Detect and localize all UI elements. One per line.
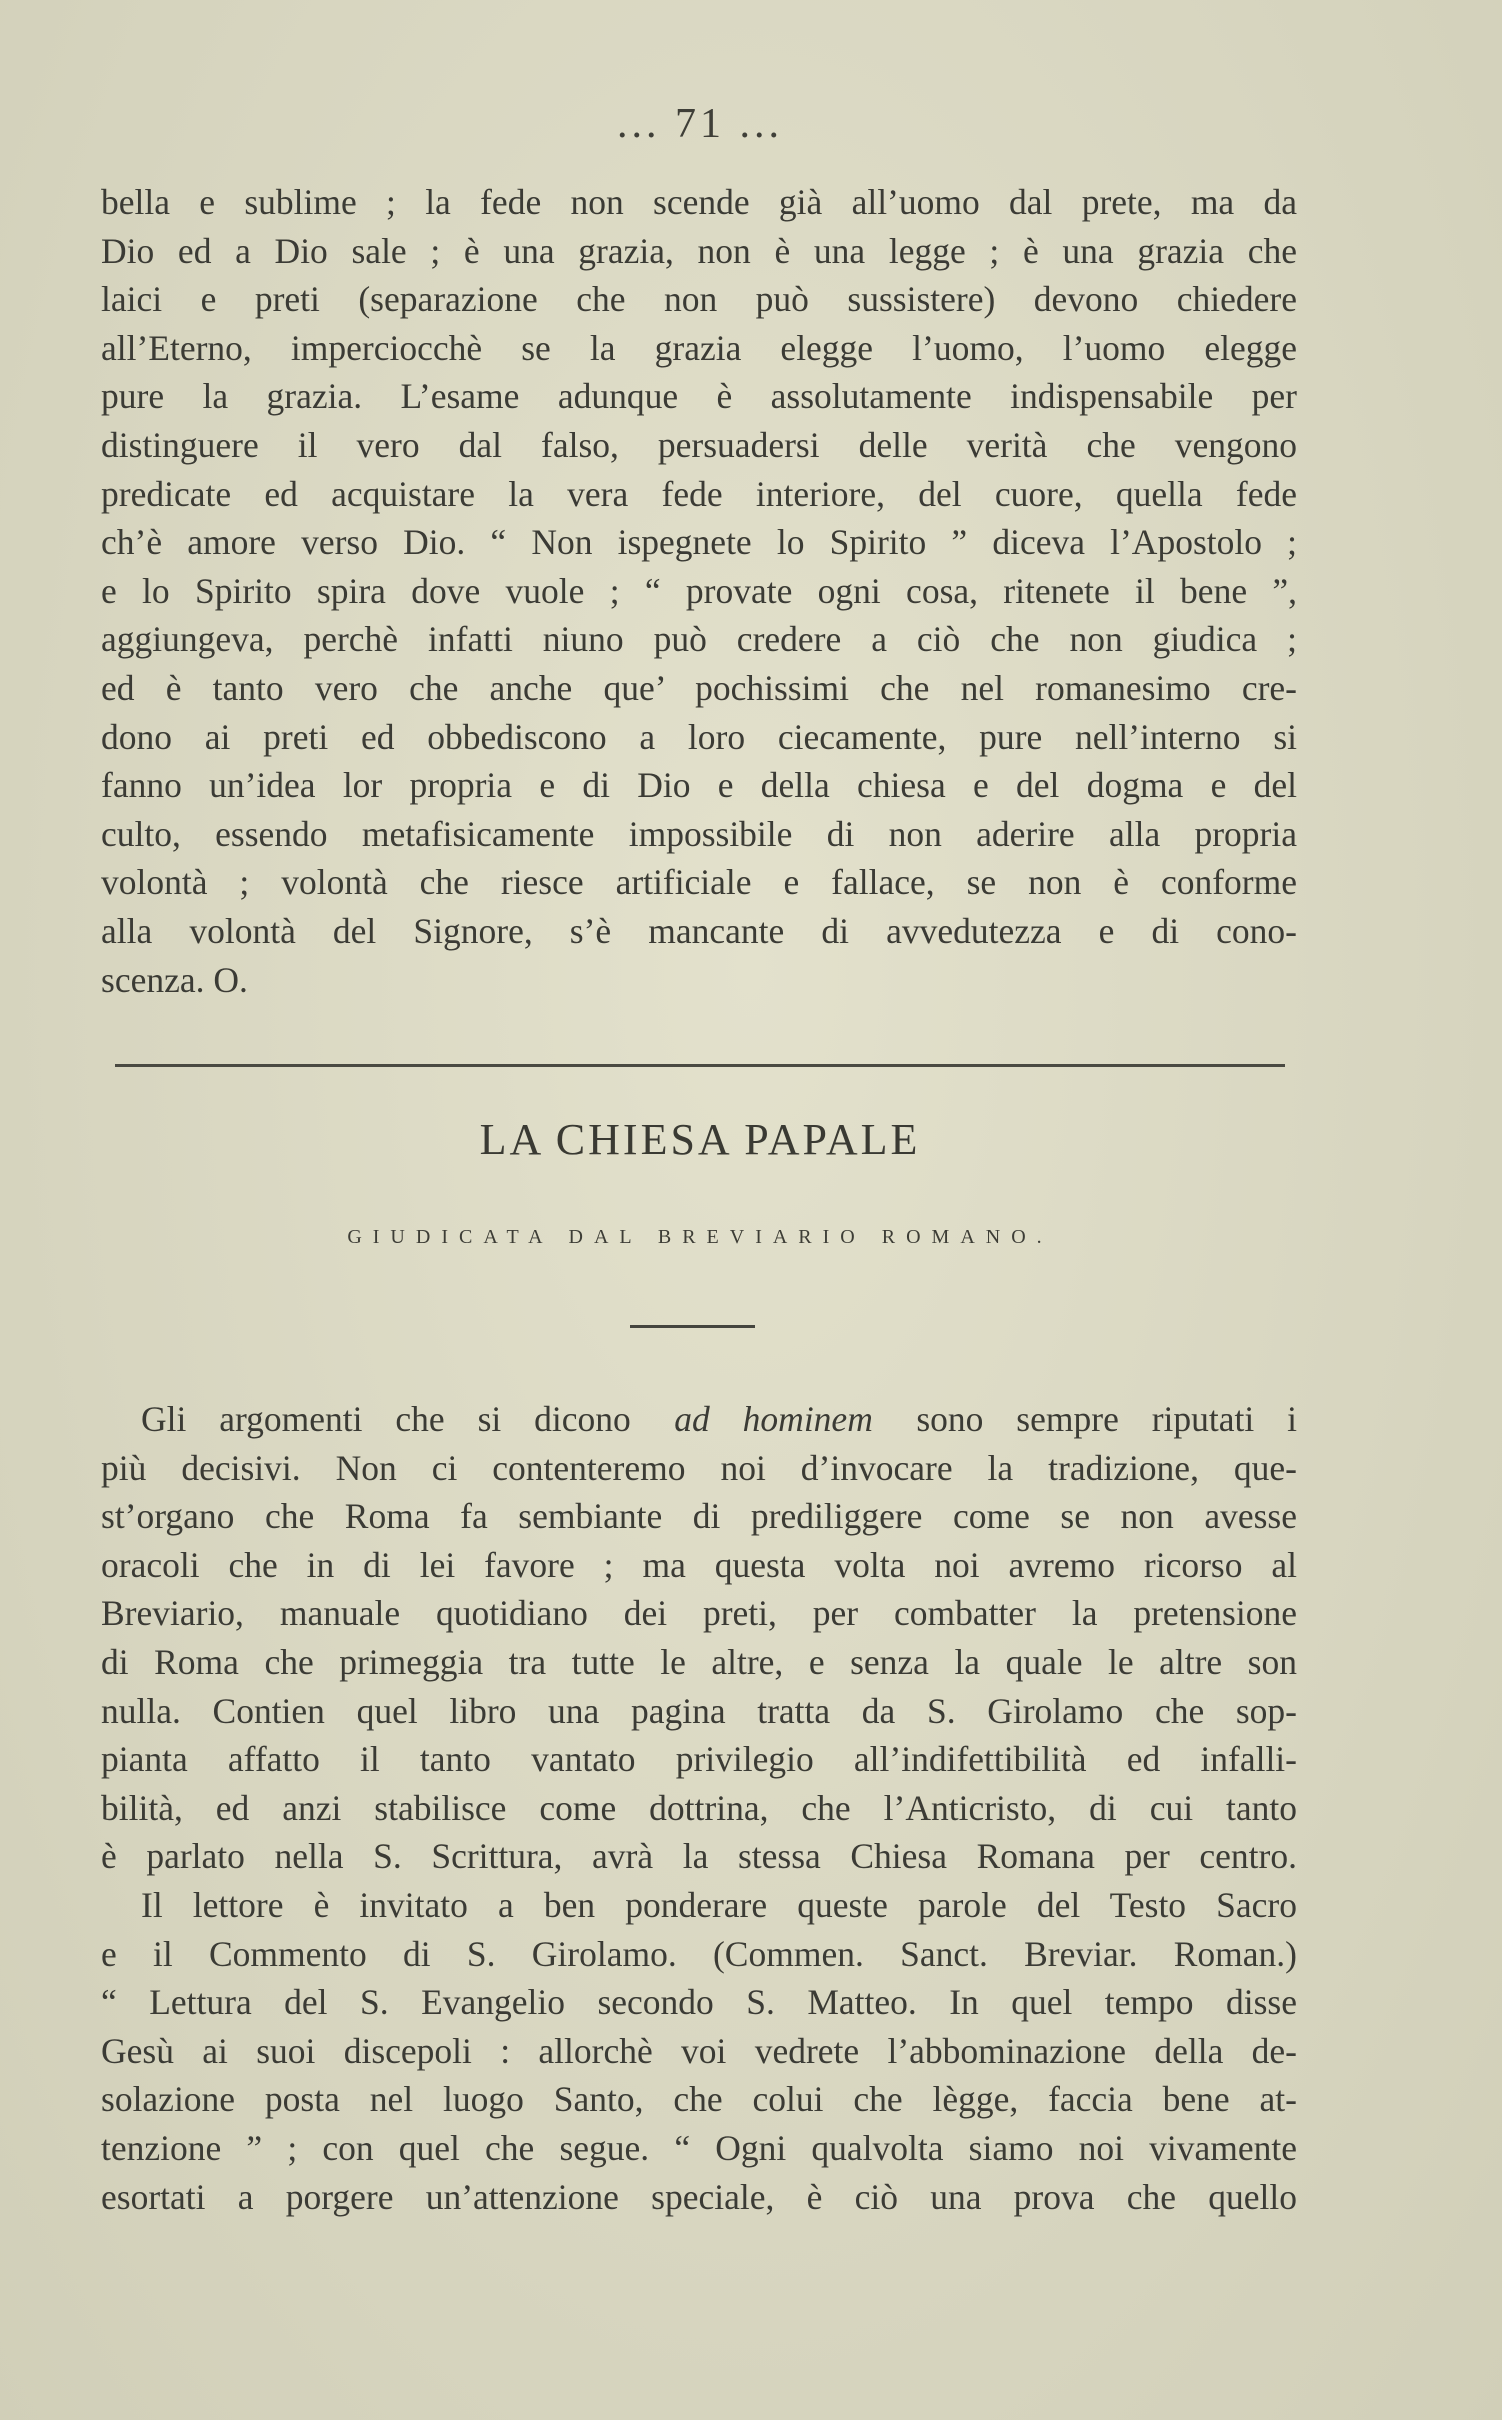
closing-word: scenza. — [101, 959, 205, 1000]
text-fragment: Gli argomenti che si dicono — [141, 1399, 631, 1439]
text-line: dono ai preti ed obbediscono a loro ciecamente, pure nell’interno si — [101, 716, 1297, 757]
text-line: laici e preti (separazione che non può sussistere) devono chiedere — [101, 279, 1297, 320]
author-signature: O. — [213, 959, 248, 1000]
text-line-first — [101, 1395, 1297, 1444]
text-line: nulla. Contien quel libro una pagina tratta da S. Girolamo che sop- — [101, 1690, 1297, 1731]
section-subtitle: GIUDICATA DAL BREVIARIO ROMANO. — [347, 1226, 1053, 1248]
text-line: aggiungeva, perchè infatti niuno può credere a ciò che non giudica ; — [101, 619, 1297, 660]
text-line: esortati a porgere un’attenzione speciale, è ciò una prova che quello — [101, 2176, 1297, 2217]
italic-phrase: ad hominem — [674, 1399, 873, 1439]
page-number: ... 71 ... — [617, 101, 783, 147]
text-line: oracoli che in di lei favore ; ma questa volta noi avremo ricorso al — [101, 1544, 1297, 1585]
text-line: Il lettore è invitato a ben ponderare queste parole del Testo Sacro — [141, 1884, 1297, 1925]
section-divider — [115, 1064, 1285, 1067]
text-line: Gesù ai suoi discepoli : allorchè voi vedrete l’abbominazione della de- — [101, 2030, 1297, 2071]
article-body — [101, 1395, 1297, 2221]
text-line: pianta affatto il tanto vantato privilegio all’indifettibilità ed infalli- — [101, 1739, 1297, 1780]
text-line: st’organo che Roma fa sembiante di prediliggere come se non avesse — [101, 1496, 1297, 1537]
text-line: più decisivi. Non ci contenteremo noi d’invocare la tradizione, que- — [101, 1447, 1297, 1488]
text-line: alla volontà del Signore, s’è mancante di avvedutezza e di cono- — [101, 910, 1297, 951]
text-line: ed è tanto vero che anche que’ pochissimi che nel romanesimo cre- — [101, 667, 1297, 708]
text-line: volontà ; volontà che riesce artificiale e fallace, se non è conforme — [101, 862, 1297, 903]
text-line: tenzione ” ; con quel che segue. “ Ogni qualvolta siamo noi vivamente — [101, 2127, 1297, 2168]
section-title: LA CHIESA PAPALE — [479, 1115, 921, 1164]
text-line: è parlato nella S. Scrittura, avrà la stessa Chiesa Romana per centro. — [101, 1836, 1297, 1877]
text-line: di Roma che primeggia tra tutte le altre, e senza la quale le altre son — [101, 1641, 1297, 1682]
text-line: Breviario, manuale quotidiano dei preti, per combatter la pretensione — [101, 1593, 1297, 1634]
text-line: bilità, ed anzi stabilisce come dottrina, che l’Anticristo, di cui tanto — [101, 1787, 1297, 1828]
text-line: “ Lettura del S. Evangelio secondo S. Matteo. In quel tempo disse — [101, 1982, 1297, 2023]
text-line: distinguere il vero dal falso, persuadersi delle verità che vengono — [101, 424, 1297, 465]
text-line: e il Commento di S. Girolamo. (Commen. Sanct. Breviar. Roman.) — [101, 1933, 1297, 1974]
paragraph-continuation — [101, 178, 1297, 1004]
text-line: predicate ed acquistare la vera fede interiore, del cuore, quella fede — [101, 473, 1297, 514]
text-line: all’Eterno, imperciocchè se la grazia elegge l’uomo, l’uomo elegge — [101, 327, 1297, 368]
text-line: pure la grazia. L’esame adunque è assolutamente indispensabile per — [101, 376, 1297, 417]
text-line: Dio ed a Dio sale ; è una grazia, non è una legge ; è una grazia che — [101, 230, 1297, 271]
text-line: solazione posta nel luogo Santo, che colui che lègge, faccia bene at- — [101, 2079, 1297, 2120]
text-line: culto, essendo metafisicamente impossibile di non aderire alla propria — [101, 813, 1297, 854]
title-underline — [630, 1325, 755, 1328]
text-line: ch’è amore verso Dio. “ Non ispegnete lo Spirito ” diceva l’Apostolo ; — [101, 522, 1297, 563]
text-line: e lo Spirito spira dove vuole ; “ provate ogni cosa, ritenete il bene ”, — [101, 570, 1297, 611]
closing-line — [101, 956, 1297, 1005]
text-fragment: sono sempre riputati i — [916, 1399, 1297, 1439]
text-line: fanno un’idea lor propria e di Dio e della chiesa e del dogma e del — [101, 765, 1297, 806]
text-line: bella e sublime ; la fede non scende già all’uomo dal prete, ma da — [101, 182, 1297, 222]
